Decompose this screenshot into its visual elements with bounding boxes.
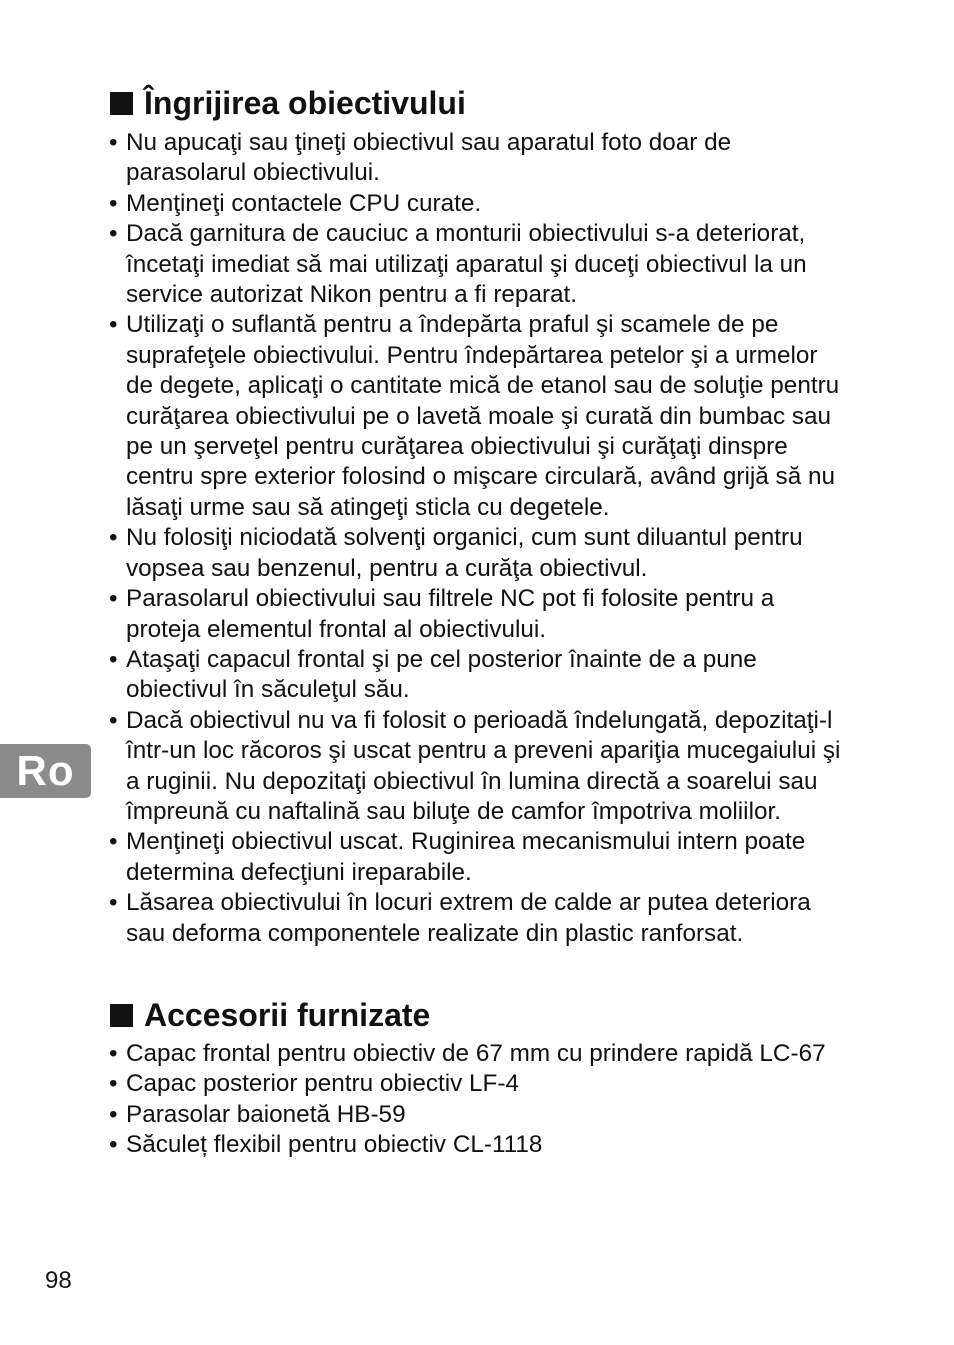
bullet-icon: • (109, 1070, 118, 1098)
bullet-icon: • (109, 706, 118, 734)
list-item-text: Capac posterior pentru obiectiv LF-4 (126, 1070, 519, 1098)
list-item (105, 584, 850, 645)
lens-care-list (105, 128, 850, 949)
list-item-text: Parasolarul obiectivului sau filtrele NC pot fi folosite pentru a proteja elementul frontal al obiectivului. (126, 585, 775, 643)
list-item (105, 310, 850, 523)
section-heading-text: Îngrijirea obiectivului (144, 85, 466, 121)
list-item-text: Nu apucaţi sau ţineţi obiectivul sau aparatul foto doar de parasolarul obiectivului. (126, 129, 732, 187)
list-item (105, 827, 850, 888)
bullet-icon: • (109, 645, 118, 673)
list-item-text: Utilizaţi o suflantă pentru a îndepărta praful şi scamele de pe suprafeţele obiectivului. Pentru îndepărtarea petelor şi a urmelor de degete, aplicaţi o cantitate mică de etanol sau de soluţie pentru curăţarea obiectivului pe o lavetă moale şi curată din bumbac sau pe un şerveţel pentru curăţarea obiectivului şi curăţaţi dinspre centru spre exterior folosind o mişcare circulară, având grijă să nu lăsaţi urme sau să atingeţi sticla cu degetele. (126, 311, 840, 521)
bullet-icon: • (109, 524, 118, 552)
list-item-text: Menţineţi obiectivul uscat. Ruginirea mecanismului intern poate determina defecţiuni ireparabile. (126, 828, 806, 886)
list-item (105, 706, 850, 828)
list-item (105, 189, 850, 219)
language-tab: Ro (0, 744, 91, 798)
bullet-icon: • (109, 585, 118, 613)
bullet-icon: • (109, 1100, 118, 1128)
accessories-list (105, 1039, 850, 1161)
list-item (105, 219, 850, 310)
heading-square-icon (110, 1004, 133, 1027)
section-heading-lens-care (110, 83, 466, 123)
section-heading-accessories (110, 995, 430, 1035)
heading-square-icon (110, 92, 133, 115)
bullet-icon: • (109, 1131, 118, 1159)
list-item (105, 523, 850, 584)
list-item (105, 1130, 850, 1160)
list-item-text: Dacă obiectivul nu va fi folosit o perioadă îndelungată, depozitaţi-l într-un loc răcoros şi uscat pentru a preveni apariţia mucegaiului şi a ruginii. Nu depozitaţi obiectivul în lumina directă a soarelui sau împreună cu naftalină sau biluţe de camfor împotriva moliilor. (126, 706, 841, 825)
list-item-text: Săculeț flexibil pentru obiectiv CL-1118 (126, 1131, 543, 1159)
list-item (105, 1069, 850, 1099)
bullet-icon: • (109, 1040, 118, 1067)
list-item-text: Menţineţi contactele CPU curate. (126, 189, 482, 217)
list-item (105, 888, 850, 949)
bullet-icon: • (109, 220, 118, 248)
list-item-text: Ataşaţi capacul frontal şi pe cel posterior înainte de a pune obiectivul în săculeţul său. (126, 645, 757, 704)
bullet-icon: • (109, 311, 118, 339)
bullet-icon: • (109, 828, 118, 856)
list-item (105, 645, 850, 706)
bullet-icon: • (109, 889, 118, 917)
section-heading-text: Accesorii furnizate (144, 997, 431, 1033)
list-item (105, 1039, 850, 1069)
list-item (105, 1100, 850, 1130)
list-item-text: Capac frontal pentru obiectiv de 67 mm cu prindere rapidă LC-67 (126, 1040, 826, 1067)
list-item-text: Nu folosiţi niciodată solvenţi organici, cum sunt diluantul pentru vopsea sau benzenul, pentru a curăţa obiectivul. (126, 524, 803, 582)
bullet-icon: • (109, 129, 118, 156)
page-number: 98 (45, 1267, 72, 1294)
bullet-icon: • (109, 189, 118, 217)
list-item-text: Lăsarea obiectivului în locuri extrem de calde ar putea deteriora sau deforma componentele realizate din plastic ranforsat. (126, 889, 811, 947)
list-item-text: Dacă garnitura de cauciuc a monturii obiectivului s-a deteriorat, încetaţi imediat să mai utilizaţi aparatul şi duceţi obiectivul la un service autorizat Nikon pentru a fi reparat. (126, 220, 807, 309)
list-item-text: Parasolar baionetă HB-59 (126, 1100, 406, 1128)
list-item (105, 128, 850, 189)
